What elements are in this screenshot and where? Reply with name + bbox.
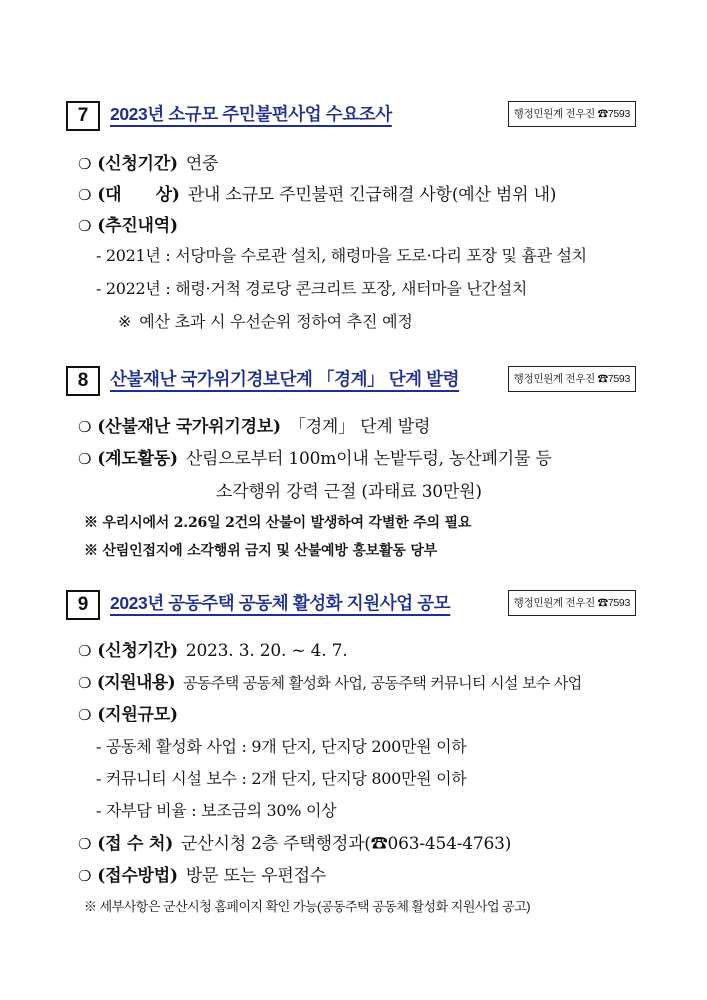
bullet-icon: ❍	[78, 835, 92, 853]
item-label: (신청기간)	[97, 154, 178, 174]
section-header	[66, 366, 636, 394]
section-number: 8	[66, 366, 100, 396]
item-text: 산림으로부터 100m이내 논밭두렁, 농산폐기물 등	[185, 449, 552, 469]
item-guidance	[78, 444, 552, 469]
item-label: (지원내용)	[96, 673, 176, 693]
note	[118, 309, 413, 332]
item-text: 방문 또는 우편접수	[185, 866, 327, 886]
bullet-icon: ❍	[78, 155, 92, 173]
item-text: 2023. 3. 20. ~ 4. 7.	[185, 641, 348, 661]
item-text: 「경계」 단계 발령	[288, 417, 431, 437]
bullet-icon: ❍	[78, 706, 92, 724]
item-label: (대 상)	[97, 185, 180, 205]
item-period	[78, 636, 347, 661]
item-label: (산불재난 국가위기경보)	[97, 417, 281, 437]
item-text: 연중	[185, 154, 219, 174]
bullet-icon: ❍	[78, 217, 92, 235]
section-header	[66, 101, 636, 129]
bullet-icon: ❍	[78, 450, 92, 468]
bullet-icon: ❍	[78, 674, 91, 692]
item-target	[78, 180, 556, 205]
bullet-icon: ❍	[78, 642, 92, 660]
item-office	[78, 829, 511, 854]
item-text: 군산시청 2층 주택행정과(☎063-454-4763)	[181, 834, 512, 854]
item-content	[78, 668, 582, 693]
note-mark: ※	[118, 312, 132, 331]
contact-box: 행정민원계 전우진 ☎7593	[508, 101, 636, 127]
item-progress	[78, 211, 186, 236]
note: ※ 세부사항은 군산시청 홈페이지 확인 가능(공동주택 공동체 활성화 지원사업 공고)	[84, 899, 531, 914]
section-title: 산불재난 국가위기경보단계 「경계」 단계 발령	[110, 369, 460, 389]
item-label: (계도활동)	[97, 449, 178, 469]
note-text: 예산 초과 시 우선순위 정하여 추진 예정	[139, 312, 413, 331]
item-text: 공동주택 공동체 활성화 사업, 공동주택 커뮤니티 시설 보수 사업	[183, 674, 582, 692]
sub-item: - 자부담 비율 : 보조금의 30% 이상	[96, 801, 337, 820]
item-method	[78, 861, 326, 886]
item-label: (접수방법)	[97, 866, 178, 886]
item-period	[78, 149, 218, 174]
note: ※ 산림인접지에 소각행위 금지 및 산불예방 홍보활동 당부	[84, 543, 437, 559]
bullet-icon: ❍	[78, 867, 92, 885]
item-text: 관내 소규모 주민불편 긴급해결 사항(예산 범위 내)	[187, 185, 557, 205]
section-number: 9	[66, 590, 100, 620]
sub-item: - 커뮤니티 시설 보수 : 2개 단지, 단지당 800만원 이하	[96, 769, 467, 788]
bullet-icon: ❍	[78, 186, 92, 204]
item-label: (지원규모)	[97, 705, 178, 725]
section-header	[66, 590, 636, 618]
section-title: 2023년 공동주택 공동체 활성화 지원사업 공모	[110, 593, 451, 613]
contact-box: 행정민원계 전우진 ☎7593	[508, 590, 636, 616]
section-title: 2023년 소규모 주민불편사업 수요조사	[110, 104, 392, 124]
sub-item: - 2022년 : 해령·거척 경로당 콘크리트 포장, 새터마을 난간설치	[96, 279, 528, 298]
contact-box: 행정민원계 전우진 ☎7593	[508, 366, 636, 392]
item-label: (접 수 처)	[97, 834, 174, 854]
item-label: (신청기간)	[97, 641, 178, 661]
item-continuation: 소각행위 강력 근절 (과태료 30만원)	[216, 482, 482, 502]
item-scale	[78, 700, 186, 725]
section-number: 7	[66, 101, 100, 131]
note: ※ 우리시에서 2.26일 2건의 산불이 발생하여 각별한 주의 필요	[84, 515, 472, 531]
item-label: (추진내역)	[97, 216, 178, 236]
item-alert	[78, 412, 430, 437]
bullet-icon: ❍	[78, 418, 92, 436]
sub-item: - 공동체 활성화 사업 : 9개 단지, 단지당 200만원 이하	[96, 737, 467, 756]
sub-item: - 2021년 : 서당마을 수로관 설치, 해령마을 도로·다리 포장 및 흄관 설치	[96, 246, 587, 265]
